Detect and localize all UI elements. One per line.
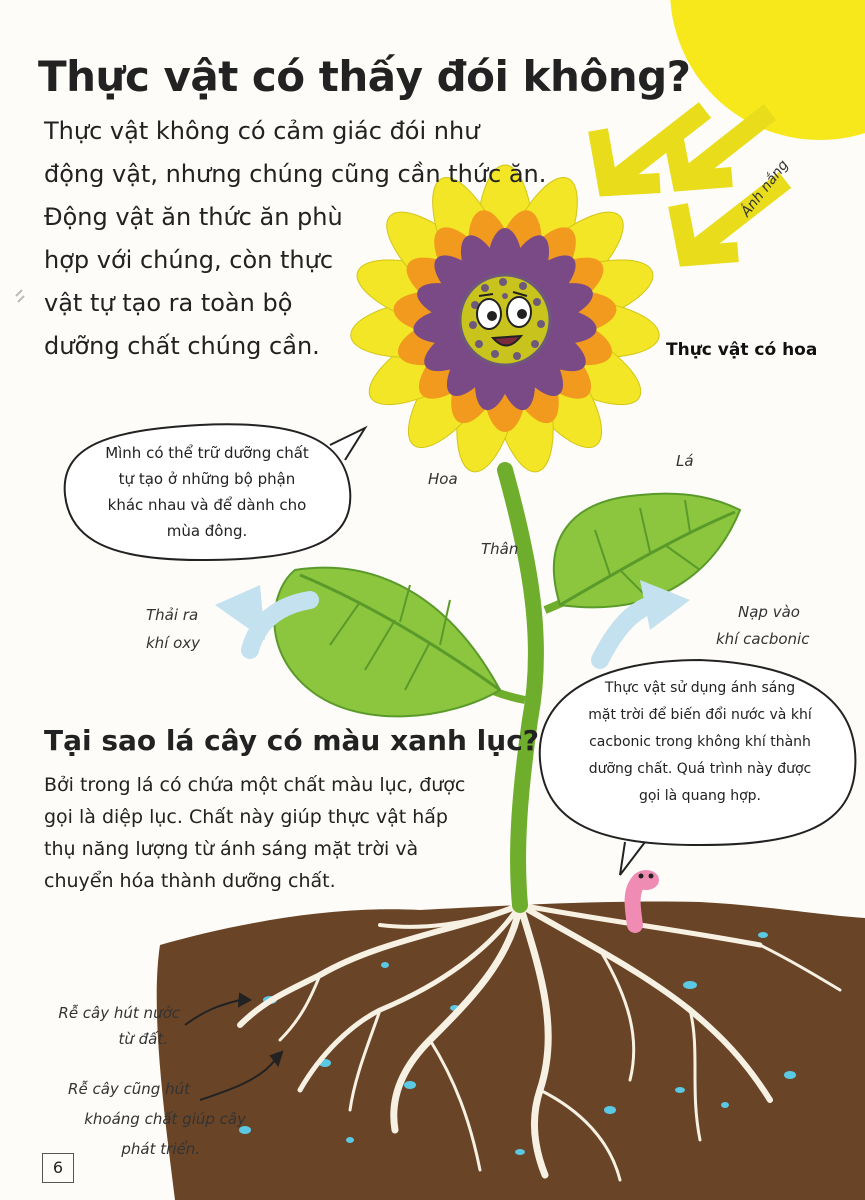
- intro-line: Động vật ăn thức ăn phù: [44, 203, 343, 231]
- ink-mark: [16, 290, 24, 302]
- bubble-right-line: mặt trời để biến đổi nước và khí: [588, 707, 812, 723]
- label-intake-1: Nạp vào: [738, 603, 800, 621]
- section-title: Tại sao lá cây có màu xanh lục?: [44, 724, 540, 757]
- bubble-right-line: gọi là quang hợp.: [638, 788, 762, 804]
- root-note-2-line: phát triển.: [121, 1140, 200, 1158]
- flower-center: [460, 275, 550, 365]
- intro-line: vật tự tạo ra toàn bộ: [44, 289, 293, 317]
- section-line: gọi là diệp lục. Chất này giúp thực vật hấp: [44, 806, 448, 828]
- page-number: 6: [42, 1153, 74, 1183]
- section-line: Bởi trong lá có chứa một chất màu lục, được: [44, 774, 466, 796]
- bubble-right-line: cacbonic trong không khí thành: [589, 734, 811, 750]
- page-title: Thực vật có thấy đói không?: [38, 52, 691, 101]
- bubble-right-line: dưỡng chất. Quá trình này được: [588, 761, 812, 777]
- root-note-2-line: khoáng chất giúp cây: [84, 1110, 246, 1128]
- bubble-left-line: tự tạo ở những bộ phận: [118, 470, 296, 488]
- root-note-1-line: Rễ cây hút nước: [58, 1004, 180, 1022]
- label-leaf: Lá: [676, 452, 694, 470]
- label-release-1: Thải ra: [146, 606, 199, 624]
- intro-line: dưỡng chất chúng cần.: [44, 332, 320, 360]
- plant-label: Thực vật có hoa: [666, 340, 818, 360]
- root-note-1-line: từ đất.: [118, 1030, 168, 1048]
- bubble-left-line: Mình có thể trữ dưỡng chất: [105, 444, 309, 462]
- intro-line: Thực vật không có cảm giác đói như: [44, 117, 480, 145]
- sunlight-arrows: [598, 110, 785, 256]
- stem: [505, 470, 536, 905]
- oxygen-arrow-head: [215, 585, 265, 640]
- root-note-2-line: Rễ cây cũng hút: [68, 1080, 190, 1098]
- bubble-right-line: Thực vật sử dụng ánh sáng: [604, 680, 796, 696]
- label-release-2: khí oxy: [146, 634, 201, 652]
- intro-line: động vật, nhưng chúng cũng cần thức ăn.: [44, 160, 547, 188]
- bubble-left-line: khác nhau và để dành cho: [107, 496, 307, 514]
- label-intake-2: khí cacbonic: [716, 630, 810, 648]
- flower: [348, 165, 662, 477]
- label-flower: Hoa: [428, 470, 458, 488]
- section-line: thụ năng lượng từ ánh sáng mặt trời và: [44, 838, 419, 860]
- label-stem: Thân: [481, 540, 519, 558]
- intro-line: hợp với chúng, còn thực: [44, 246, 334, 274]
- bubble-left-line: mùa đông.: [166, 522, 248, 540]
- sunlight-label: Ánh nắng: [738, 157, 792, 220]
- leaf-left: [274, 568, 500, 717]
- section-line: chuyển hóa thành dưỡng chất.: [44, 870, 336, 892]
